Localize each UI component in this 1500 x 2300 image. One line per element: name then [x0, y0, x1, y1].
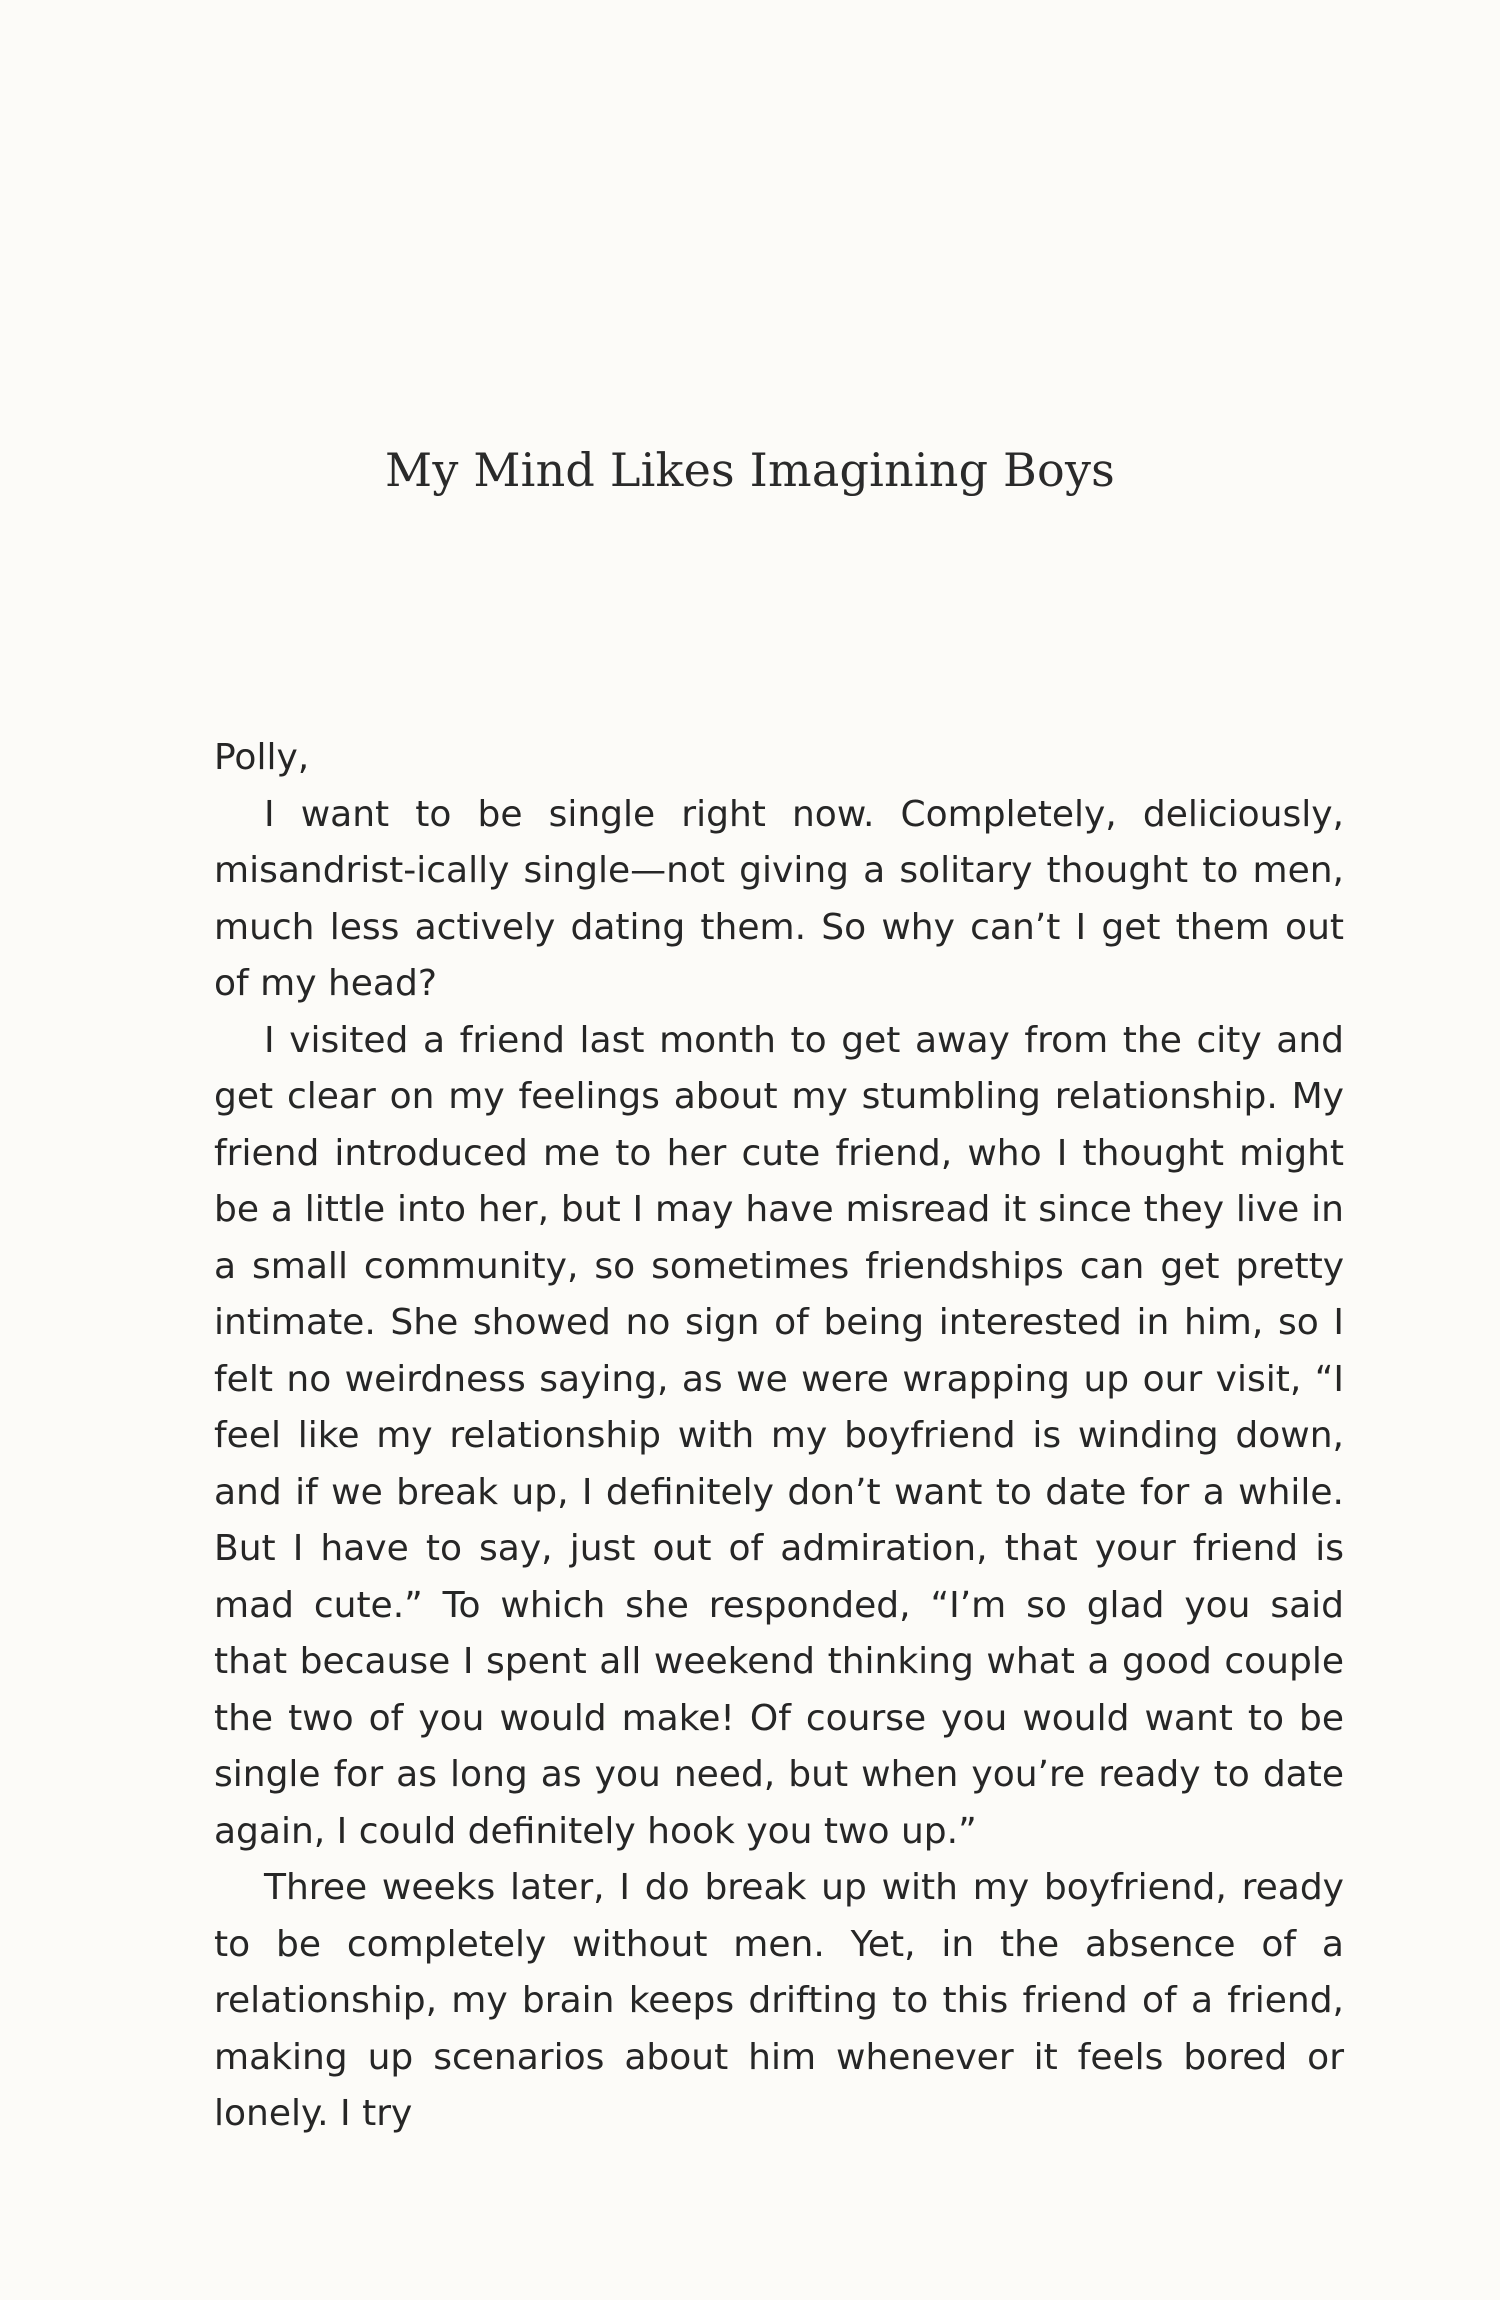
- letter-paragraph-2: I visited a friend last month to get away from the city and get clear on my feelings about my stumbling relationship. My friend introduced me to her cute friend, who I thought might be a little into her, but I may have misread it since they live in a small community, so sometimes friendships can get pretty intimate. She showed no sign of being interested in him, so I felt no weirdness saying, as we were wrapping up our visit, “I feel like my relationship with my boyfriend is winding down, and if we break up, I definitely don’t want to date for a while. But I have to say, just out of admiration, that your friend is mad cute.” To which she responded, “I’m so glad you said that because I spent all weekend thinking what a good couple the two of you would make! Of course you would want to be single for as long as you need, but when you’re ready to date again, I could definitely hook you two up.”: [214, 1019, 1344, 1852]
- chapter-title: My Mind Likes Imagining Boys: [385, 443, 1115, 497]
- letter-paragraph-3: Three weeks later, I do break up with my boyfriend, ready to be completely without men. Yet, in the absence of a relationship, my brain keeps drifting to this friend of a friend, making up scenarios about him whenever it feels bored or lonely. I try: [214, 1867, 1344, 2134]
- letter-salutation: Polly,: [214, 737, 310, 778]
- letter-paragraph-1: I want to be single right now. Completely, deliciously, misandrist-ically single—not giving a solitary thought to men, much less actively dating them. So why can’t I get them out of my head?: [214, 793, 1344, 1004]
- letter-body: [214, 730, 1344, 2143]
